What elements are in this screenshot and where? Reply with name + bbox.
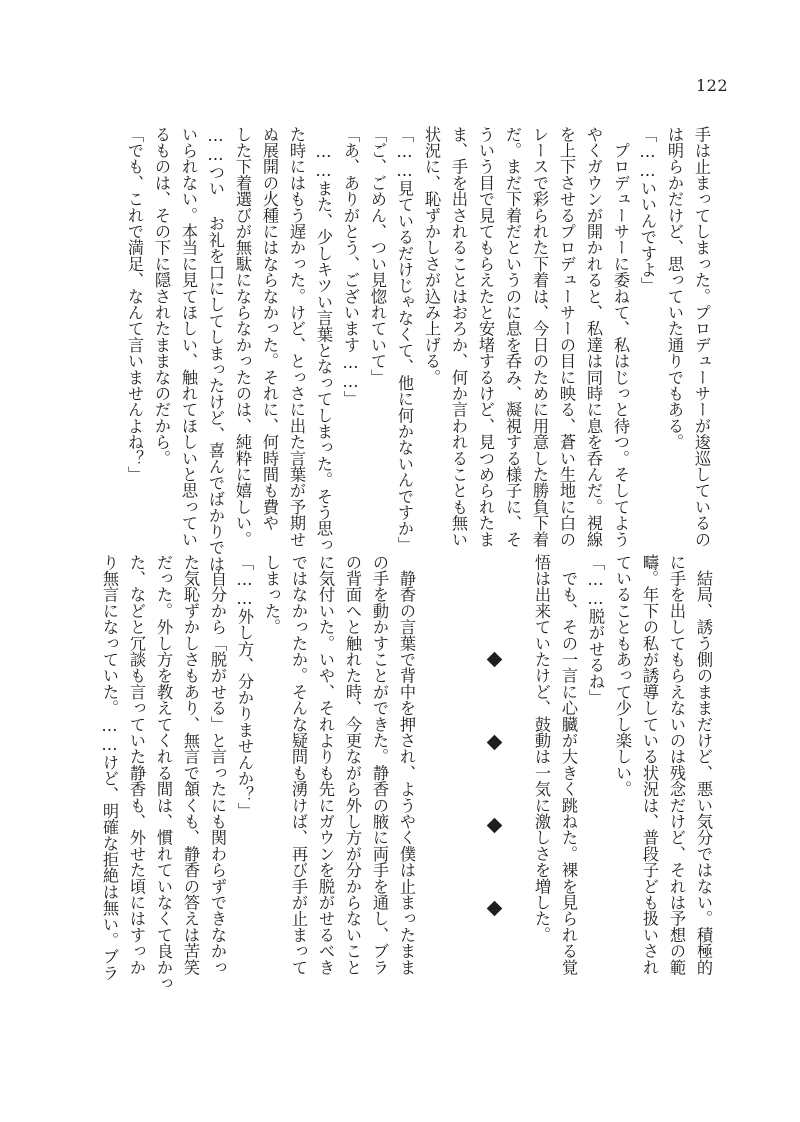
text-line: 疇。年下の私が誘導している状況は、普段子ども扱いされ xyxy=(640,554,659,976)
text-line: 「……外し方、分かりませんか？」 xyxy=(235,554,254,819)
page-number: 122 xyxy=(695,76,728,95)
text-line: 自分から「脱がせる」と言ったにも関わらずできなかっ xyxy=(208,554,227,976)
text-line: いられない。本当に見てほしい、触れてほしいと思ってい xyxy=(179,126,198,548)
text-line: に気付いた。いや、それよりも先にガウンを脱がせるべき xyxy=(316,554,335,976)
text-line: 「……脱がせるね」 xyxy=(586,554,605,706)
diamond-icon xyxy=(486,901,502,917)
text-line: 手は止まってしまった。プロデューサーが逡巡しているの xyxy=(692,126,711,548)
text-column-top xyxy=(125,126,715,572)
text-line: た気恥ずかしさもあり、無言で頷くも、静香の答えは苦笑 xyxy=(181,554,200,976)
text-line: り無言になっていた。……けど、明確な拒絶は無い。ブラ xyxy=(100,554,119,981)
text-column-bottom xyxy=(100,554,717,994)
text-line: やくガウンが開かれると、私達は同時に息を呑んだ。視線 xyxy=(584,126,603,548)
text-line: 「……見ているだけじゃなくて、他に何かないんですか」 xyxy=(395,126,414,553)
text-line: の手を動かすことができた。静香の腋に両手を通し、ブラ xyxy=(370,554,389,976)
text-line: ではなかったか。そんな疑問も湧けば、再び手が止まって xyxy=(289,554,308,976)
text-line: だ。まだ下着だというのに息を呑み、凝視する様子に、そ xyxy=(503,126,522,548)
text-line: の背面へと触れた時、今更ながら外し方が分からないこと xyxy=(343,554,362,976)
text-line: た、などと冗談も言っていた静香も、外せた頃にはすっか xyxy=(127,554,146,976)
text-line: 「でも、これで満足、なんて言いませんよね？」 xyxy=(125,126,144,483)
text-line: した下着選びが無駄にならなかったのは、純粋に嬉しい。 xyxy=(233,126,252,548)
text-line: 「……いいんですよ」 xyxy=(638,126,657,294)
text-line: を上下させるプロデューサーの目に映る、蒼い生地に白の xyxy=(557,126,576,548)
text-line: 静香の言葉で背中を押され、ようやく僕は止まったまま xyxy=(397,554,416,976)
section-divider xyxy=(484,654,504,914)
text-line: プロデューサーに委ねて、私はじっと待つ。そしてよう xyxy=(611,126,630,548)
diamond-icon xyxy=(486,652,502,668)
text-line: ……つい お礼を口にしてしまったけど、喜んでばかりでは xyxy=(206,126,225,572)
text-line: 状況に、恥ずかしさが込み上げる。 xyxy=(422,126,441,386)
text-line: は明らかだけど、思っていた通りでもある。 xyxy=(665,126,684,450)
text-line: レースで彩られた下着は、今日のために用意した勝負下着 xyxy=(530,126,549,548)
text-line: 「あ、ありがとう、ございます……」 xyxy=(341,126,360,407)
blank-line xyxy=(447,554,474,994)
text-line: に手を出してもらえないのは残念だけど、それは予想の範 xyxy=(667,554,686,976)
text-line: 結局、誘う側のままだけど、悪い気分ではない。積極的 xyxy=(694,554,713,976)
text-line: ……また、少しキツい言葉となってしまった。そう思っ xyxy=(314,126,333,553)
text-line: ういう目で見てもらえたと安堵するけど、見つめられたま xyxy=(476,126,495,548)
blank-line xyxy=(501,554,528,994)
text-line: ぬ展開の火種にはならなかった。それに、何時間も費や xyxy=(260,126,279,531)
text-line: ていることもあって少し楽しい。 xyxy=(613,554,632,797)
diamond-icon xyxy=(486,735,502,751)
blank-line xyxy=(420,554,447,994)
text-line: ま、手を出されることはおろか、何か言われることも無い xyxy=(449,126,468,548)
text-line: 悟は出来ていたけど、鼓動は一気に激しさを増した。 xyxy=(532,554,551,943)
text-line: 「ご、ごめん、つい見惚れていて」 xyxy=(368,126,387,386)
text-line: でも、その一言に心臓が大きく跳ねた。裸を見られる覚 xyxy=(559,554,578,976)
diamond-icon xyxy=(486,818,502,834)
text-line: しまった。 xyxy=(262,554,281,635)
text-line: るものは、その下に隠されたままなのだから。 xyxy=(152,126,171,467)
text-line: だった。外し方を教えてくれる間は、慣れていなくて良かっ xyxy=(154,554,173,992)
text-line: た時にはもう遅かった。けど、とっさに出た言葉が予期せ xyxy=(287,126,306,548)
